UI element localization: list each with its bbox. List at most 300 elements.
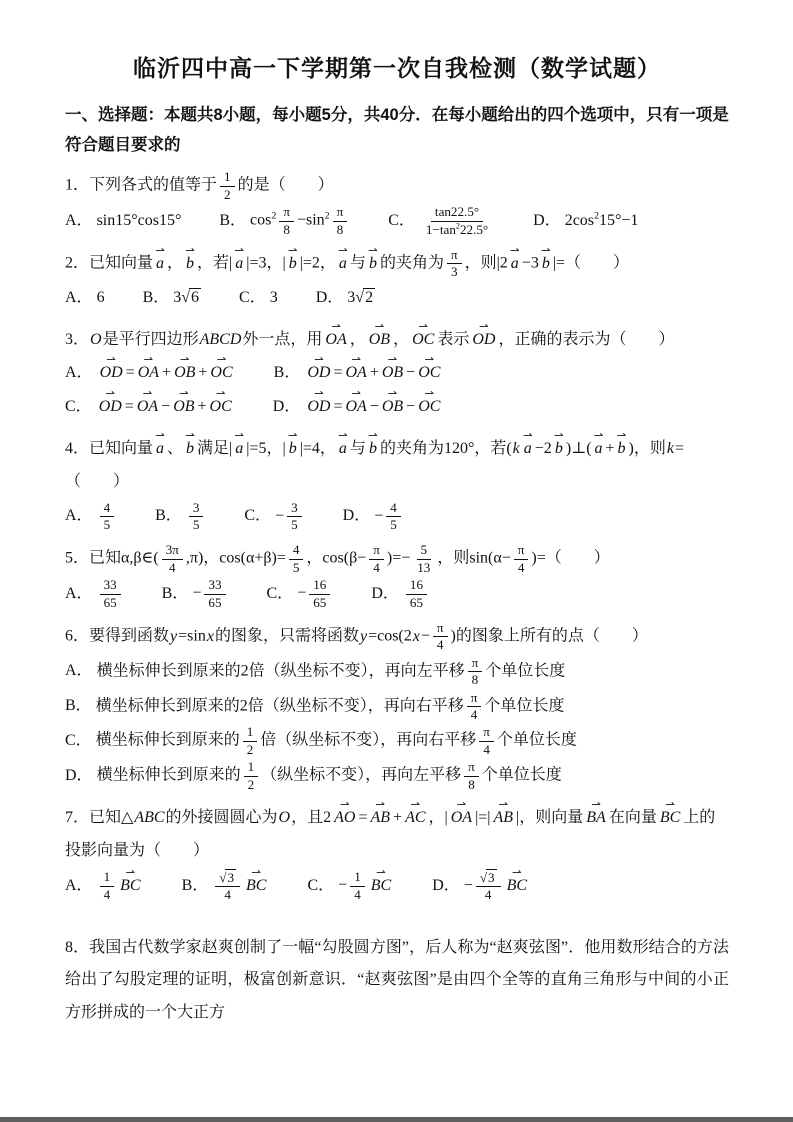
fraction-numerator — [309, 577, 330, 594]
math-var: a — [235, 254, 244, 272]
math-text: 1 — [224, 169, 231, 185]
math-text: π — [450, 247, 458, 262]
math-text: 5 — [390, 517, 397, 532]
math-vector — [368, 248, 378, 281]
math-var: b — [288, 440, 297, 457]
fraction-denominator — [100, 887, 115, 903]
fraction-numerator — [406, 577, 427, 594]
math-text: π — [336, 204, 344, 220]
option-D — [533, 205, 638, 238]
math-text: − — [161, 398, 171, 416]
option-label: A． — [65, 662, 93, 680]
math-text: 横坐标伸长到原来的2倍（纵坐标不变），再向右平移 — [95, 697, 464, 715]
math-text: − — [297, 584, 307, 602]
math-var: OB — [368, 330, 391, 348]
radicand — [225, 869, 236, 885]
math-text: |，则向量 — [516, 809, 584, 827]
math-fraction — [215, 869, 240, 904]
option-C — [244, 500, 304, 534]
fraction-denominator — [447, 264, 462, 280]
math-vector — [659, 802, 681, 835]
fraction-numerator — [479, 724, 494, 741]
math-var: OA — [136, 398, 159, 416]
math-fraction — [433, 620, 448, 654]
fraction-denominator — [243, 742, 258, 758]
option-label: C． — [244, 507, 272, 525]
math-sqrt — [480, 869, 497, 886]
math-vector — [368, 433, 378, 466]
math-var: b — [368, 440, 377, 457]
math-var: OB — [381, 398, 404, 416]
math-text: π — [283, 204, 290, 220]
option-label: C． — [266, 584, 294, 602]
math-superscript: 2 — [271, 210, 277, 222]
option-D — [316, 282, 375, 315]
option-row — [65, 690, 729, 724]
option-C — [65, 724, 577, 758]
question-stem — [65, 620, 729, 654]
math-var: OC — [210, 364, 233, 382]
question-3 — [65, 324, 729, 424]
math-text: = — [125, 364, 135, 382]
radical-sign-icon: √ — [479, 869, 488, 885]
math-fraction — [220, 169, 235, 203]
option-B — [182, 869, 270, 904]
math-var: OA — [325, 330, 347, 348]
math-var: ABCD — [199, 330, 242, 348]
math-text: 个单位长度 — [485, 662, 566, 680]
question-stem — [65, 932, 729, 1030]
math-text: )⊥( — [565, 440, 592, 457]
math-text: =（ ） — [65, 440, 685, 490]
option-label: B． — [219, 211, 247, 229]
math-text: − — [338, 876, 348, 894]
math-text: 65 — [103, 594, 117, 610]
math-text: ，| — [428, 809, 448, 827]
math-text: + — [393, 809, 403, 827]
option-label: B． — [181, 876, 209, 894]
math-vector — [404, 802, 426, 835]
option-C — [267, 577, 334, 611]
math-text: 2 — [247, 776, 255, 792]
fraction-numerator — [287, 500, 302, 517]
math-text: |=2， — [299, 254, 336, 272]
math-text: ，正确的表示为（ ） — [498, 330, 675, 348]
math-text: 2．已知向量 — [65, 254, 154, 272]
math-var: OD — [98, 398, 122, 416]
math-text: 的外接圆圆心为 — [165, 809, 278, 827]
option-label: C． — [65, 398, 92, 416]
math-vector — [493, 802, 515, 835]
fraction-denominator — [244, 777, 259, 793]
math-text: 3 — [488, 869, 495, 885]
math-text: −sin — [296, 211, 325, 229]
option-row — [65, 282, 729, 315]
option-D — [65, 759, 562, 793]
math-vector — [417, 391, 441, 424]
question-1 — [65, 169, 729, 238]
math-superscript: 2 — [594, 210, 599, 222]
math-text: 3 — [269, 288, 278, 306]
math-vector — [617, 433, 627, 466]
math-text: 是平行四边形 — [102, 330, 199, 348]
option-label: D． — [432, 876, 460, 894]
math-text: sin15°cos15° — [96, 211, 182, 229]
option-A — [65, 205, 181, 238]
page-bottom-bar — [0, 1117, 793, 1122]
option-C — [65, 391, 235, 424]
math-fraction — [406, 577, 427, 611]
option-D — [273, 391, 444, 424]
math-text: 6 — [96, 288, 105, 306]
option-label: C． — [65, 732, 92, 750]
fraction-denominator — [333, 222, 348, 238]
math-vector — [324, 324, 347, 357]
fraction-denominator — [287, 517, 302, 533]
math-fraction — [100, 500, 115, 534]
fraction-numerator — [244, 759, 259, 776]
math-text: − — [406, 364, 416, 382]
math-text: 3 — [192, 499, 200, 515]
math-text: 8．我国古代数学家赵爽创制了一幅“勾股圆方图”，后人称为“赵爽弦图”．他用数形结合的方法给出了勾股定理的证明，极富创新意识．“赵爽弦图”是由四个全等的直角三角形与中间的小正方形拼成的一个大正方 — [65, 938, 729, 1022]
math-text: − — [420, 627, 430, 645]
fraction-denominator — [514, 560, 529, 576]
fraction-numerator — [369, 542, 384, 559]
math-text: 4 — [292, 542, 300, 558]
math-text: − — [463, 876, 473, 894]
option-label: A． — [65, 364, 93, 382]
fraction-numerator — [220, 169, 235, 186]
fraction-numerator — [468, 655, 483, 672]
math-text: π — [517, 542, 525, 558]
math-text: 横坐标伸长到原来的 — [96, 766, 241, 784]
math-text: =cos(2 — [368, 627, 412, 645]
math-var: OB — [173, 398, 195, 416]
math-text: 3． — [65, 330, 90, 348]
fraction-denominator — [204, 595, 225, 611]
math-fraction — [369, 542, 384, 576]
option-row — [65, 759, 729, 793]
question-stem — [65, 247, 729, 281]
fraction-denominator — [479, 742, 494, 758]
math-text: 个单位长度 — [481, 766, 562, 784]
math-var: AB — [493, 809, 514, 827]
math-var: b — [288, 254, 297, 272]
math-vector — [541, 248, 551, 281]
math-text: 16 — [409, 577, 423, 593]
option-B — [155, 500, 206, 534]
math-vector — [471, 324, 496, 357]
radicand — [189, 288, 201, 307]
math-text: 8 — [471, 672, 479, 688]
option-label: A． — [65, 584, 93, 602]
math-var: O — [90, 330, 102, 348]
math-text: π — [471, 654, 479, 670]
math-text: （纵坐标不变），再向左平移 — [261, 766, 462, 784]
question-stem — [65, 542, 729, 576]
fraction-denominator — [100, 517, 115, 533]
math-text: = — [358, 809, 368, 827]
math-var: b — [617, 440, 626, 457]
math-var: OD — [307, 398, 331, 416]
math-var: b — [186, 440, 195, 457]
math-vector — [450, 802, 473, 835]
math-fraction — [204, 577, 225, 611]
option-label: A． — [65, 507, 93, 525]
math-superscript: 2 — [324, 210, 330, 222]
math-sqrt — [181, 282, 201, 315]
math-var: b — [186, 254, 195, 272]
math-text: 2 — [224, 186, 231, 202]
math-text: 的图象，只需将函数 — [214, 627, 359, 645]
option-label: B． — [142, 288, 170, 306]
option-label: A． — [65, 876, 93, 894]
fraction-numerator — [215, 869, 240, 887]
math-text: ， — [349, 330, 366, 348]
fraction-denominator — [386, 517, 401, 533]
fraction-numerator — [350, 869, 365, 886]
math-text: − — [192, 584, 202, 602]
math-text: = — [124, 398, 134, 416]
option-label: A． — [65, 288, 93, 306]
math-text: 7．已知△ — [65, 809, 134, 827]
option-B — [143, 282, 201, 315]
math-vector — [185, 248, 195, 281]
math-text: 5 — [103, 517, 111, 532]
math-fraction — [244, 759, 259, 793]
fraction-numerator — [447, 247, 462, 264]
math-text: 、 — [167, 440, 184, 457]
math-var: AC — [405, 809, 426, 827]
math-var: a — [235, 440, 244, 457]
fraction-denominator — [433, 637, 448, 653]
math-vector — [136, 391, 159, 424]
math-text: 的是（ ） — [237, 176, 334, 194]
math-text: 3 — [450, 264, 458, 280]
fraction-numerator — [431, 204, 483, 221]
math-text: 4 — [103, 886, 111, 902]
fraction-denominator — [369, 560, 384, 576]
math-vector — [523, 433, 533, 466]
math-var: y — [359, 627, 368, 645]
section-header: 一、选择题：本题共8小题，每小题5分，共40分．在每小题给出的四个选项中，只有一项是符合题目要求的 — [65, 106, 729, 154]
math-text: 2cos — [564, 211, 595, 229]
math-text: 3π — [165, 542, 179, 558]
fraction-numerator — [417, 542, 432, 559]
fraction-numerator — [386, 500, 401, 517]
math-text: 上的投影向量为（ ） — [65, 809, 716, 859]
math-text: 的夹角为 — [379, 254, 444, 272]
math-text: −2 — [534, 440, 552, 457]
math-var: BA — [586, 809, 606, 827]
math-text: |=5，| — [246, 440, 286, 457]
math-text: 2 — [246, 741, 254, 757]
question-2 — [65, 247, 729, 315]
option-label: D． — [533, 211, 561, 229]
math-text: 16 — [313, 577, 327, 593]
option-B — [219, 204, 350, 238]
fraction-denominator — [309, 595, 330, 611]
math-var: ABC — [134, 809, 165, 827]
math-text: =sin — [178, 627, 206, 645]
math-text: 65 — [409, 594, 423, 610]
math-var: O — [278, 809, 291, 827]
option-label: D． — [342, 507, 371, 525]
option-row — [65, 724, 729, 758]
question-stem — [65, 433, 729, 499]
radical-sign-icon: √ — [181, 288, 191, 306]
math-var: k — [666, 440, 674, 457]
math-text: 横坐标伸长到原来的 — [95, 732, 240, 750]
fraction-numerator — [162, 542, 183, 559]
math-vector — [333, 802, 356, 835]
math-var: BC — [370, 876, 392, 894]
questions — [65, 169, 729, 1030]
math-vector — [338, 248, 348, 281]
math-text: 65 — [208, 594, 222, 610]
math-var: OD — [472, 330, 496, 348]
option-C — [239, 282, 278, 315]
option-D — [343, 500, 404, 534]
math-text: 5 — [292, 559, 300, 575]
math-var: OC — [418, 398, 441, 416]
math-text: |=3，| — [246, 254, 286, 272]
option-label: A． — [65, 211, 93, 229]
math-vector — [369, 802, 391, 835]
math-fraction — [467, 690, 482, 724]
fraction-numerator — [289, 542, 304, 559]
math-vector — [98, 391, 123, 424]
fraction-denominator — [481, 887, 496, 903]
math-var: OB — [174, 364, 196, 382]
math-var: y — [170, 627, 178, 645]
question-5 — [65, 542, 729, 611]
math-var: b — [368, 254, 377, 272]
fraction-numerator — [100, 500, 115, 517]
math-var: a — [338, 254, 347, 272]
math-text: + — [605, 440, 615, 457]
math-text: ,π)，cos(α+β)= — [185, 549, 286, 567]
math-text: |=4， — [299, 440, 336, 457]
math-text: 13 — [417, 559, 431, 575]
math-vector — [585, 802, 607, 835]
math-var: x — [206, 627, 214, 645]
math-fraction — [289, 542, 304, 576]
math-text: 个单位长度 — [496, 732, 577, 750]
math-text: − — [369, 398, 379, 416]
option-label: C． — [239, 288, 266, 306]
math-text: ，且2 — [291, 809, 332, 827]
math-fraction — [189, 500, 204, 534]
fraction-denominator — [289, 560, 304, 576]
math-text: 4 — [224, 887, 231, 903]
question-8 — [65, 932, 729, 1030]
option-row — [65, 869, 729, 904]
math-vector — [306, 391, 331, 424]
math-var: OA — [345, 364, 367, 382]
math-var: a — [156, 440, 165, 457]
math-vector — [381, 391, 404, 424]
math-text: π — [483, 724, 490, 740]
math-vector — [185, 433, 195, 466]
math-text: π — [373, 542, 380, 558]
math-var: BC — [246, 876, 267, 894]
math-text: + — [197, 398, 207, 416]
math-text: ， — [393, 330, 410, 348]
math-text: 33 — [208, 577, 222, 593]
math-var: AO — [334, 809, 356, 827]
math-text: ，cos(β− — [306, 549, 367, 567]
math-text: 与 — [349, 440, 366, 457]
math-text: 5 — [291, 517, 298, 532]
math-vector — [344, 391, 367, 424]
question-6 — [65, 620, 729, 793]
option-row — [65, 204, 729, 238]
option-row — [65, 577, 729, 611]
math-fraction — [309, 577, 330, 611]
math-var: OA — [450, 809, 473, 827]
option-D — [432, 869, 530, 904]
math-var: OA — [345, 398, 367, 416]
option-C — [388, 204, 495, 238]
option-label: D． — [371, 584, 399, 602]
math-fraction — [100, 577, 121, 611]
math-text: − — [406, 398, 416, 416]
math-fraction — [468, 655, 483, 689]
math-text: 1 — [247, 759, 255, 775]
fraction-denominator — [464, 777, 479, 793]
radical-sign-icon: √ — [219, 869, 227, 885]
math-text: 4 — [483, 741, 490, 757]
math-fraction — [464, 759, 479, 793]
math-vector — [594, 433, 604, 466]
math-var: BC — [120, 876, 141, 894]
math-var: b — [541, 254, 550, 272]
math-text: 4 — [484, 887, 492, 903]
fraction-numerator — [514, 542, 529, 559]
math-fraction — [100, 869, 115, 903]
fraction-denominator — [422, 222, 492, 238]
math-text: tan22.5° — [434, 204, 480, 220]
math-vector — [554, 433, 564, 466]
fraction-denominator — [279, 222, 294, 238]
math-var: a — [594, 440, 603, 457]
math-fraction — [386, 500, 401, 534]
math-text: 8 — [283, 221, 290, 237]
math-text: 5 — [420, 542, 428, 558]
fraction-numerator — [189, 500, 204, 517]
math-var: a — [510, 254, 519, 272]
math-text: cos — [250, 211, 272, 229]
radicand — [363, 288, 375, 307]
option-A — [65, 655, 565, 689]
fraction-numerator — [100, 869, 115, 886]
fraction-numerator — [433, 620, 448, 637]
math-text: 1．下列各式的值等于 — [65, 176, 218, 194]
math-text: 65 — [313, 594, 327, 610]
math-fraction — [479, 724, 494, 758]
math-text: + — [198, 364, 208, 382]
math-vector — [370, 870, 392, 903]
fraction-numerator — [476, 869, 501, 887]
fraction-numerator — [243, 724, 258, 741]
math-text: 4．已知向量 — [65, 440, 154, 457]
math-text: 4 — [470, 707, 478, 723]
option-label: C． — [307, 876, 335, 894]
math-var: OC — [418, 364, 441, 382]
math-text: |=（ ） — [552, 254, 630, 272]
math-vector — [234, 248, 244, 281]
